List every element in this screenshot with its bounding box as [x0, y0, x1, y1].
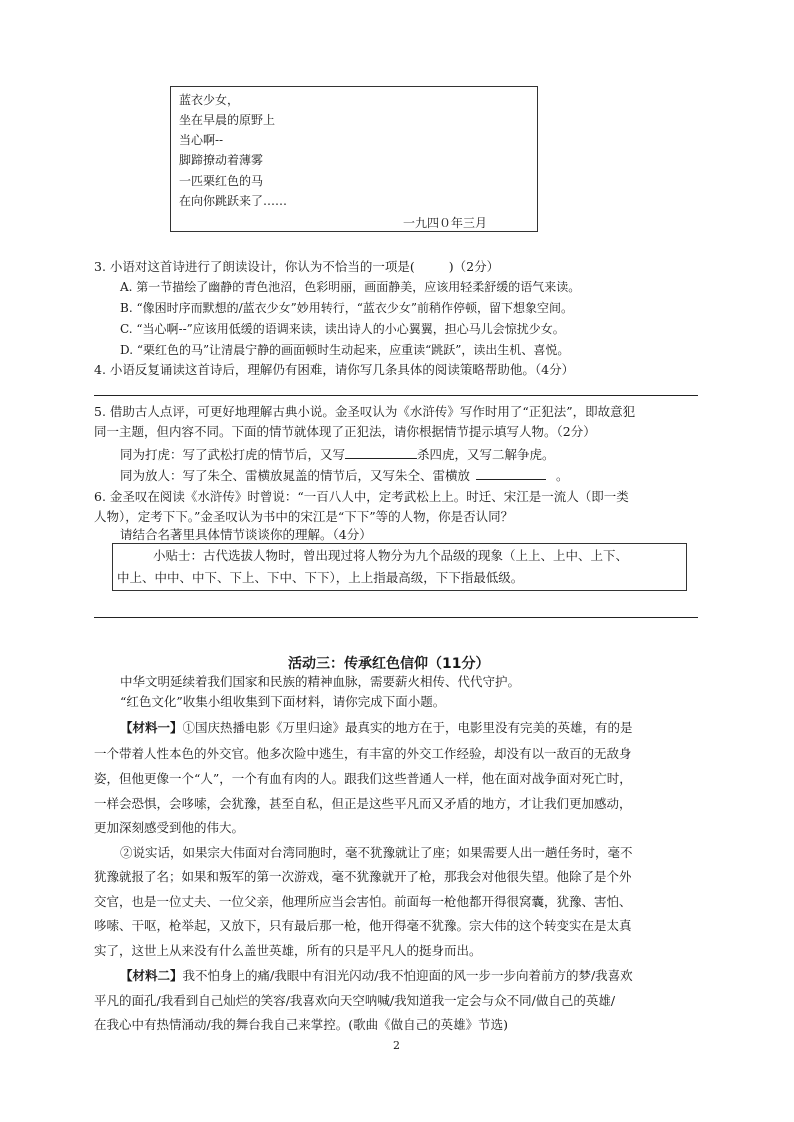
question-3-option-c: C. “当心啊--”应该用低缓的语调来读，读出诗人的小心翼翼，担心马儿会惊扰少女。 — [120, 322, 565, 336]
material-1-line-3: 姿，但他更像一个“人”，一个有血有肉的人。跟我们这些普通人一样，他在面对战争面对死亡时， — [94, 771, 632, 786]
tip-line-1: 小贴士：古代选拔人物时，曾出现过将人物分为九个品级的现象（上上、上中、上下、 — [153, 548, 629, 563]
poem-line-3: 当心啊-- — [179, 133, 224, 147]
answer-line-q4 — [94, 395, 698, 396]
activity-3-intro-2: “红色文化”收集小组收集到下面材料，请你完成下面小题。 — [120, 694, 446, 709]
question-6-line-2: 人物），定考下下。”金圣叹认为书中的宋江是“下下”等的人物，你是否认同？ — [94, 509, 514, 524]
question-5-line-2: 同一主题，但内容不同。下面的情节就体现了正犯法，请你根据情节提示填写人物。（2分） — [94, 424, 596, 439]
material-1-line-8: 交官，也是一位丈夫、一位父亲，他理所应当会害怕。前面每一枪他都开得很窝囊，犹豫、害怕、 — [94, 894, 632, 909]
blank-enemy[interactable] — [476, 467, 546, 480]
blank-tiger[interactable] — [345, 446, 417, 459]
poem-line-4: 脚蹄撩动着薄雾 — [179, 153, 264, 167]
poem-line-6: 在向你跳跃来了…… — [179, 194, 288, 208]
question-5-enemy-part-a: 同为放人：写了朱仝、雷横放晁盖的情节后，又写朱仝、雷横放 — [120, 468, 471, 483]
material-2-line-3: 在我心中有热情涌动/我的舞台我自己来掌控。(歌曲《做自己的英雄》节选) — [94, 1017, 508, 1032]
question-5-enemy — [120, 467, 569, 483]
question-5-tiger — [120, 446, 555, 462]
material-2-line-2: 平凡的面孔/我看到自己灿烂的笑容/我喜欢向天空呐喊/我知道我一定会与众不同/做自己的英雄/ — [94, 993, 616, 1008]
question-3-option-a: A. 第一节描绘了幽静的青色池沼，色彩明丽，画面静美，应该用轻柔舒缓的语气来读。 — [120, 280, 581, 294]
page-number: 2 — [393, 1039, 400, 1052]
question-5-enemy-part-b: 。 — [556, 468, 569, 483]
material-2-line-1 — [120, 968, 633, 983]
material-2-text-1: 我不怕身上的痛/我眼中有泪光闪动/我不怕迎面的风一步一步向着前方的梦/我喜欢 — [182, 968, 633, 983]
material-1-line-2: 一个带着人性本色的外交官。他多次险中逃生，有丰富的外交工作经验，却没有以一敌百的无敌身 — [94, 746, 632, 761]
question-3-stem-part-a: 3. 小语对这首诗进行了朗读设计，你认为不恰当的一项是( — [94, 259, 415, 274]
question-6-line-3: 请结合名著里具体情节谈谈你的理解。（4分） — [120, 527, 372, 542]
material-1-label: 【材料一】 — [120, 720, 183, 735]
material-1-line-6: ②说实话，如果宗大伟面对台湾同胞时，毫不犹豫就让了座；如果需要人出一趟任务时，毫不 — [120, 845, 633, 860]
question-5-tiger-part-b: 杀四虎，又写二解争虎。 — [417, 447, 555, 462]
question-5-tiger-part-a: 同为打虎：写了武松打虎的情节后，又写 — [120, 447, 346, 462]
poem-line-2: 坐在早晨的原野上 — [179, 113, 276, 127]
question-4: 4. 小语反复诵读这首诗后，理解仍有困难，请你写几条具体的阅读策略帮助他。（4分） — [94, 362, 575, 377]
question-3-stem-part-b: )（2分） — [448, 259, 500, 274]
question-5-line-1: 5. 借助古人点评，可更好地理解古典小说。金圣叹认为《水浒传》写作时用了“正犯法”，即故意犯 — [94, 404, 636, 419]
activity-3-intro-1: 中华文明延续着我们国家和民族的精神血脉，需要薪火相传、代代守护。 — [120, 674, 521, 689]
material-1-line-10: 实了，这世上从来没有什么盖世英雄，所有的只是平凡人的挺身而出。 — [94, 943, 482, 958]
material-1-line-4: 一样会恐惧，会哆嗦，会犹豫，甚至自私，但正是这些平凡而又矛盾的地方，才让我们更加感动， — [94, 796, 632, 811]
material-2-label: 【材料二】 — [120, 968, 183, 983]
material-1-text-1: ①国庆热播电影《万里归途》最真实的地方在于，电影里没有完美的英雄，有的是 — [182, 720, 633, 735]
material-1-line-7: 犹豫就报了名；如果和叛军的第一次游戏，毫不犹豫就开了枪，那我会对他很失望。他除了是个外 — [94, 869, 632, 884]
question-3-option-d: D. “栗红色的马”让清晨宁静的画面顿时生动起来，应重读“跳跃”，读出生机、喜悦。 — [120, 343, 570, 357]
poem-line-1: 蓝衣少女， — [179, 93, 240, 107]
question-6-line-1: 6. 金圣叹在阅读《水浒传》时曾说：“一百八人中，定考武松上上。时迁、宋江是一流人（即一类 — [94, 489, 629, 504]
material-1-line-9: 哆嗦、干呕，枪举起，又放下，只有最后那一枪，他开得毫不犹豫。宗大伟的这个转变实在是太真 — [94, 918, 632, 933]
poem-line-5: 一匹栗红色的马 — [179, 174, 264, 188]
tip-line-2: 中上、中中、中下、下上、下中、下下），上上指最高级，下下指最低级。 — [117, 570, 524, 585]
activity-3-title: 活动三：传承红色信仰（11分） — [288, 656, 490, 672]
question-3-option-b: B. “像困时序而默想的/蓝衣少女”妙用转行，“蓝衣少女”前稍作停顿，留下想象空间。 — [120, 301, 574, 315]
tip-box — [112, 543, 687, 591]
answer-line-q6 — [94, 617, 698, 618]
poem-box — [170, 86, 538, 232]
poem-date: 一九四０年三月 — [403, 216, 488, 230]
question-3-stem — [94, 259, 499, 274]
material-1-line-1 — [120, 720, 633, 735]
material-1-line-5: 更加深刻感受到他的伟大。 — [94, 820, 245, 835]
